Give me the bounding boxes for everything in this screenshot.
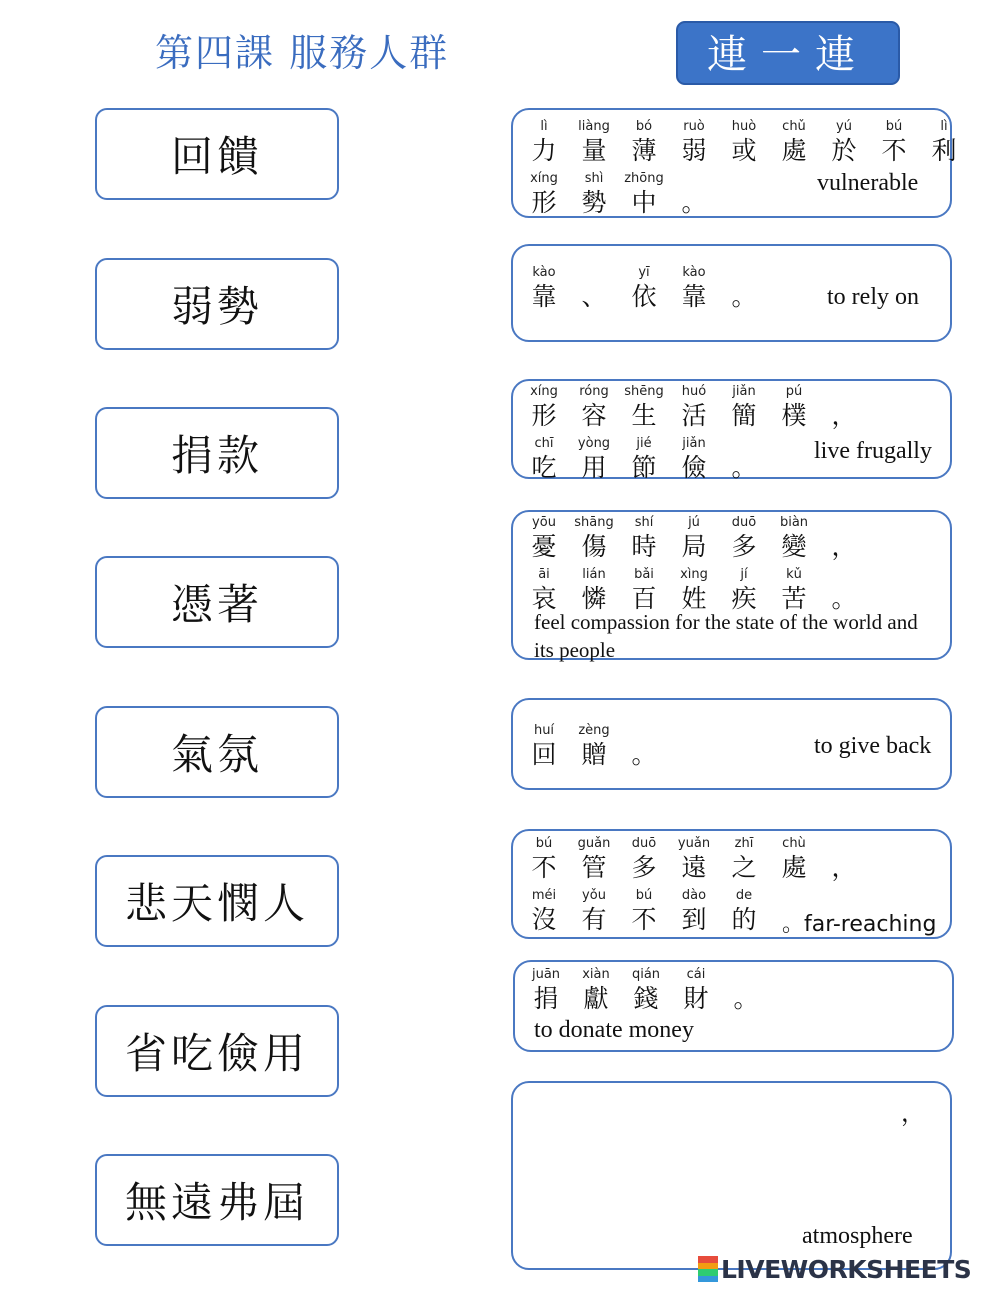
pinyin: huí: [533, 723, 555, 738]
hanzi: 活: [681, 401, 707, 430]
pinyin: lì: [540, 119, 548, 134]
pinyin: pú: [785, 384, 803, 399]
term-card-2[interactable]: 弱勢: [95, 258, 339, 350]
hanzi: 哀: [531, 584, 557, 613]
character-cell: [769, 514, 819, 562]
hanzi: 處: [781, 853, 807, 882]
hanzi: ，: [831, 853, 857, 882]
character-cell: [569, 566, 619, 614]
character-cell: [719, 835, 769, 883]
pinyin: biàn: [779, 515, 809, 530]
definition-line: [519, 887, 769, 935]
pinyin: bǎi: [634, 567, 654, 582]
hanzi: 薄: [631, 136, 657, 165]
pinyin: jié: [636, 436, 652, 451]
hanzi: 遠: [681, 853, 707, 882]
pinyin: dào: [681, 888, 707, 903]
hanzi: 量: [581, 136, 607, 165]
character-cell: [569, 835, 619, 883]
hanzi: 用: [581, 453, 607, 482]
pinyin: jiǎn: [682, 436, 706, 451]
character-cell: [819, 835, 869, 883]
character-cell: [619, 170, 669, 218]
pinyin: jí: [740, 567, 748, 582]
term-card-6[interactable]: 悲天憫人: [95, 855, 339, 947]
character-cell: [819, 566, 869, 614]
definition-line: [519, 383, 869, 431]
character-cell: [619, 118, 669, 166]
character-cell: [669, 435, 719, 483]
hanzi: 、: [581, 282, 607, 311]
hanzi: 捐: [533, 984, 559, 1013]
character-cell: [519, 170, 569, 218]
character-cell: [619, 435, 669, 483]
character-cell: [669, 383, 719, 431]
pinyin: kào: [532, 265, 556, 280]
term-card-8[interactable]: 無遠弗屆: [95, 1154, 339, 1246]
character-cell: [569, 118, 619, 166]
pinyin: bú: [885, 119, 903, 134]
hanzi: 贈: [581, 740, 607, 769]
pinyin: méi: [531, 888, 557, 903]
pinyin: lì: [940, 119, 948, 134]
character-cell: [569, 722, 619, 770]
character-cell: [769, 835, 819, 883]
character-cell: [669, 118, 719, 166]
character-cell: [569, 514, 619, 562]
hanzi: 獻: [583, 984, 609, 1013]
hanzi: 到: [681, 905, 707, 934]
character-cell: [519, 383, 569, 431]
lesson-title: 第四課 服務人群: [155, 31, 450, 75]
pinyin: guǎn: [577, 836, 611, 851]
hanzi: 不: [631, 905, 657, 934]
hanzi: 弱: [681, 136, 707, 165]
pinyin: chǔ: [782, 119, 806, 134]
hanzi: 處: [781, 136, 807, 165]
hanzi: 局: [681, 532, 707, 561]
hanzi: ，: [831, 401, 857, 430]
hanzi: 之: [731, 853, 757, 882]
pinyin: xiàn: [582, 967, 610, 982]
character-cell: [669, 514, 719, 562]
character-cell: [619, 383, 669, 431]
hanzi: 多: [631, 853, 657, 882]
character-cell: [669, 835, 719, 883]
character-cell: [619, 514, 669, 562]
definition-card-5[interactable]: [511, 698, 952, 790]
hanzi: 靠: [681, 282, 707, 311]
character-cell: [869, 118, 919, 166]
hanzi: 沒: [531, 905, 557, 934]
hanzi: 姓: [681, 584, 707, 613]
english-gloss: to rely on: [827, 284, 919, 310]
pinyin: zhī: [734, 836, 754, 851]
definition-line: [519, 514, 869, 562]
term-card-5[interactable]: 氣氛: [95, 706, 339, 798]
hanzi: 或: [731, 136, 757, 165]
pinyin: kào: [682, 265, 706, 280]
pinyin: āi: [538, 567, 550, 582]
pinyin: duō: [631, 836, 657, 851]
hanzi: 吃: [531, 453, 557, 482]
character-cell: [519, 722, 569, 770]
hanzi: 儉: [681, 453, 707, 482]
definition-card-2[interactable]: [511, 244, 952, 342]
hanzi: 百: [631, 584, 657, 613]
hanzi: 。: [631, 740, 657, 769]
character-cell: [819, 383, 869, 431]
pinyin: xìng: [680, 567, 708, 582]
hanzi: 回: [531, 740, 557, 769]
liveworksheets-logo-icon: [698, 1256, 718, 1282]
pinyin: duō: [731, 515, 757, 530]
character-cell: [719, 264, 769, 312]
definition-card-4[interactable]: [511, 510, 952, 660]
pinyin: juān: [531, 967, 561, 982]
hanzi: 有: [581, 905, 607, 934]
pinyin: chī: [534, 436, 554, 451]
hanzi: 錢: [633, 984, 659, 1013]
hanzi: 形: [531, 188, 557, 217]
definition-line: [519, 566, 869, 614]
pinyin: de: [735, 888, 753, 903]
hanzi: 的: [731, 905, 757, 934]
definition-line: [519, 170, 719, 218]
pinyin: kǔ: [786, 567, 802, 582]
definition-line: [519, 435, 769, 483]
hanzi: 簡: [731, 401, 757, 430]
pinyin: cái: [686, 967, 706, 982]
pinyin: zèng: [578, 723, 610, 738]
character-cell: [571, 966, 621, 1014]
hanzi: 多: [731, 532, 757, 561]
definition-line: [519, 118, 969, 166]
english-gloss: live frugally: [814, 438, 932, 464]
pinyin: yōu: [532, 515, 556, 530]
character-cell: [819, 118, 869, 166]
pinyin: liàng: [578, 119, 610, 134]
hanzi: 。: [733, 984, 759, 1013]
pinyin: lián: [582, 567, 606, 582]
hanzi: 苦: [781, 584, 807, 613]
hanzi: 勢: [581, 188, 607, 217]
term-card-4[interactable]: 憑著: [95, 556, 339, 648]
character-cell: [669, 566, 719, 614]
hanzi: 。: [831, 584, 857, 613]
pinyin: xíng: [530, 171, 558, 186]
character-cell: [719, 514, 769, 562]
pinyin: shì: [584, 171, 604, 186]
hanzi: 力: [531, 136, 557, 165]
definition-line: [519, 722, 669, 770]
hanzi: 。: [681, 188, 707, 217]
definition-line: [519, 835, 869, 883]
pinyin: shāng: [574, 515, 614, 530]
pinyin: shí: [634, 515, 654, 530]
hanzi: 不: [881, 136, 907, 165]
character-cell: [919, 118, 969, 166]
character-cell: [769, 118, 819, 166]
hanzi: 變: [781, 532, 807, 561]
hanzi: 憐: [581, 584, 607, 613]
hanzi: 財: [683, 984, 709, 1013]
hanzi: 形: [531, 401, 557, 430]
hanzi: 中: [631, 188, 657, 217]
hanzi: 不: [531, 853, 557, 882]
definition-punctuation: ，: [901, 1101, 925, 1127]
character-cell: [569, 435, 619, 483]
pinyin: yú: [836, 119, 852, 134]
character-cell: [719, 887, 769, 935]
pinyin: shēng: [624, 384, 664, 399]
character-cell: [519, 118, 569, 166]
character-cell: [519, 835, 569, 883]
pinyin: jiǎn: [732, 384, 756, 399]
character-cell: [521, 966, 571, 1014]
character-cell: [569, 170, 619, 218]
character-cell: [519, 887, 569, 935]
character-cell: [619, 722, 669, 770]
term-card-7[interactable]: 省吃儉用: [95, 1005, 339, 1097]
pinyin: yǒu: [582, 888, 606, 903]
character-cell: [721, 966, 771, 1014]
hanzi: 生: [631, 401, 657, 430]
character-cell: [719, 383, 769, 431]
definition-line: [519, 264, 769, 312]
definition-card-3[interactable]: [511, 379, 952, 482]
pinyin: yuǎn: [677, 836, 711, 851]
pinyin: xíng: [530, 384, 558, 399]
hanzi: 靠: [531, 282, 557, 311]
character-cell: [569, 887, 619, 935]
english-gloss: vulnerable: [817, 170, 919, 196]
definition-card-1[interactable]: [511, 108, 957, 218]
character-cell: [719, 118, 769, 166]
hanzi: 依: [631, 282, 657, 311]
pinyin: yòng: [577, 436, 611, 451]
pinyin: jú: [688, 515, 700, 530]
character-cell: [519, 264, 569, 312]
character-cell: [519, 514, 569, 562]
character-cell: [769, 383, 819, 431]
english-gloss: atmosphere: [802, 1223, 913, 1249]
hanzi: ，: [831, 532, 857, 561]
pinyin: zhōng: [624, 171, 664, 186]
hanzi: 。: [731, 282, 757, 311]
character-cell: [619, 264, 669, 312]
hanzi: 節: [631, 453, 657, 482]
pinyin: huó: [681, 384, 707, 399]
character-cell: [669, 887, 719, 935]
definition-card-8[interactable]: [511, 1081, 952, 1270]
term-card-3[interactable]: 捐款: [95, 407, 339, 499]
character-cell: [621, 966, 671, 1014]
pinyin: bú: [535, 836, 553, 851]
character-cell: [819, 514, 869, 562]
pinyin: huò: [731, 119, 757, 134]
character-cell: [719, 566, 769, 614]
liveworksheets-logo: [698, 1254, 971, 1284]
hanzi: 傷: [581, 532, 607, 561]
character-cell: [519, 566, 569, 614]
character-cell: [519, 435, 569, 483]
pinyin: bú: [635, 888, 653, 903]
definition-card-7[interactable]: [513, 960, 954, 1052]
english-gloss: feel compassion for the state of the world and its people: [534, 610, 918, 662]
hanzi: 憂: [531, 532, 557, 561]
term-card-1[interactable]: 回饋: [95, 108, 339, 200]
pinyin: qián: [631, 967, 661, 982]
hanzi: 利: [931, 136, 957, 165]
pinyin: yī: [638, 265, 650, 280]
character-cell: [719, 435, 769, 483]
liveworksheets-logo-text: LIVEWORKSHEETS: [721, 1254, 972, 1284]
pinyin: róng: [579, 384, 609, 399]
character-cell: [569, 383, 619, 431]
pinyin: bó: [635, 119, 653, 134]
english-gloss: 。far-reaching: [782, 912, 937, 937]
hanzi: 樸: [781, 401, 807, 430]
character-cell: [619, 835, 669, 883]
hanzi: 。: [731, 453, 757, 482]
english-gloss: to give back: [814, 733, 932, 759]
character-cell: [669, 264, 719, 312]
pinyin: ruò: [683, 119, 705, 134]
character-cell: [769, 566, 819, 614]
definition-line: [521, 966, 771, 1014]
character-cell: [669, 170, 719, 218]
hanzi: 管: [581, 853, 607, 882]
hanzi: 容: [581, 401, 607, 430]
hanzi: 疾: [731, 584, 757, 613]
character-cell: [619, 566, 669, 614]
definition-card-6[interactable]: [511, 829, 952, 939]
matching-instruction-badge: 連一連: [676, 21, 900, 85]
english-gloss: to donate money: [534, 1017, 694, 1043]
character-cell: [569, 264, 619, 312]
hanzi: 於: [831, 136, 857, 165]
character-cell: [619, 887, 669, 935]
hanzi: 時: [631, 532, 657, 561]
pinyin: chù: [782, 836, 806, 851]
character-cell: [671, 966, 721, 1014]
